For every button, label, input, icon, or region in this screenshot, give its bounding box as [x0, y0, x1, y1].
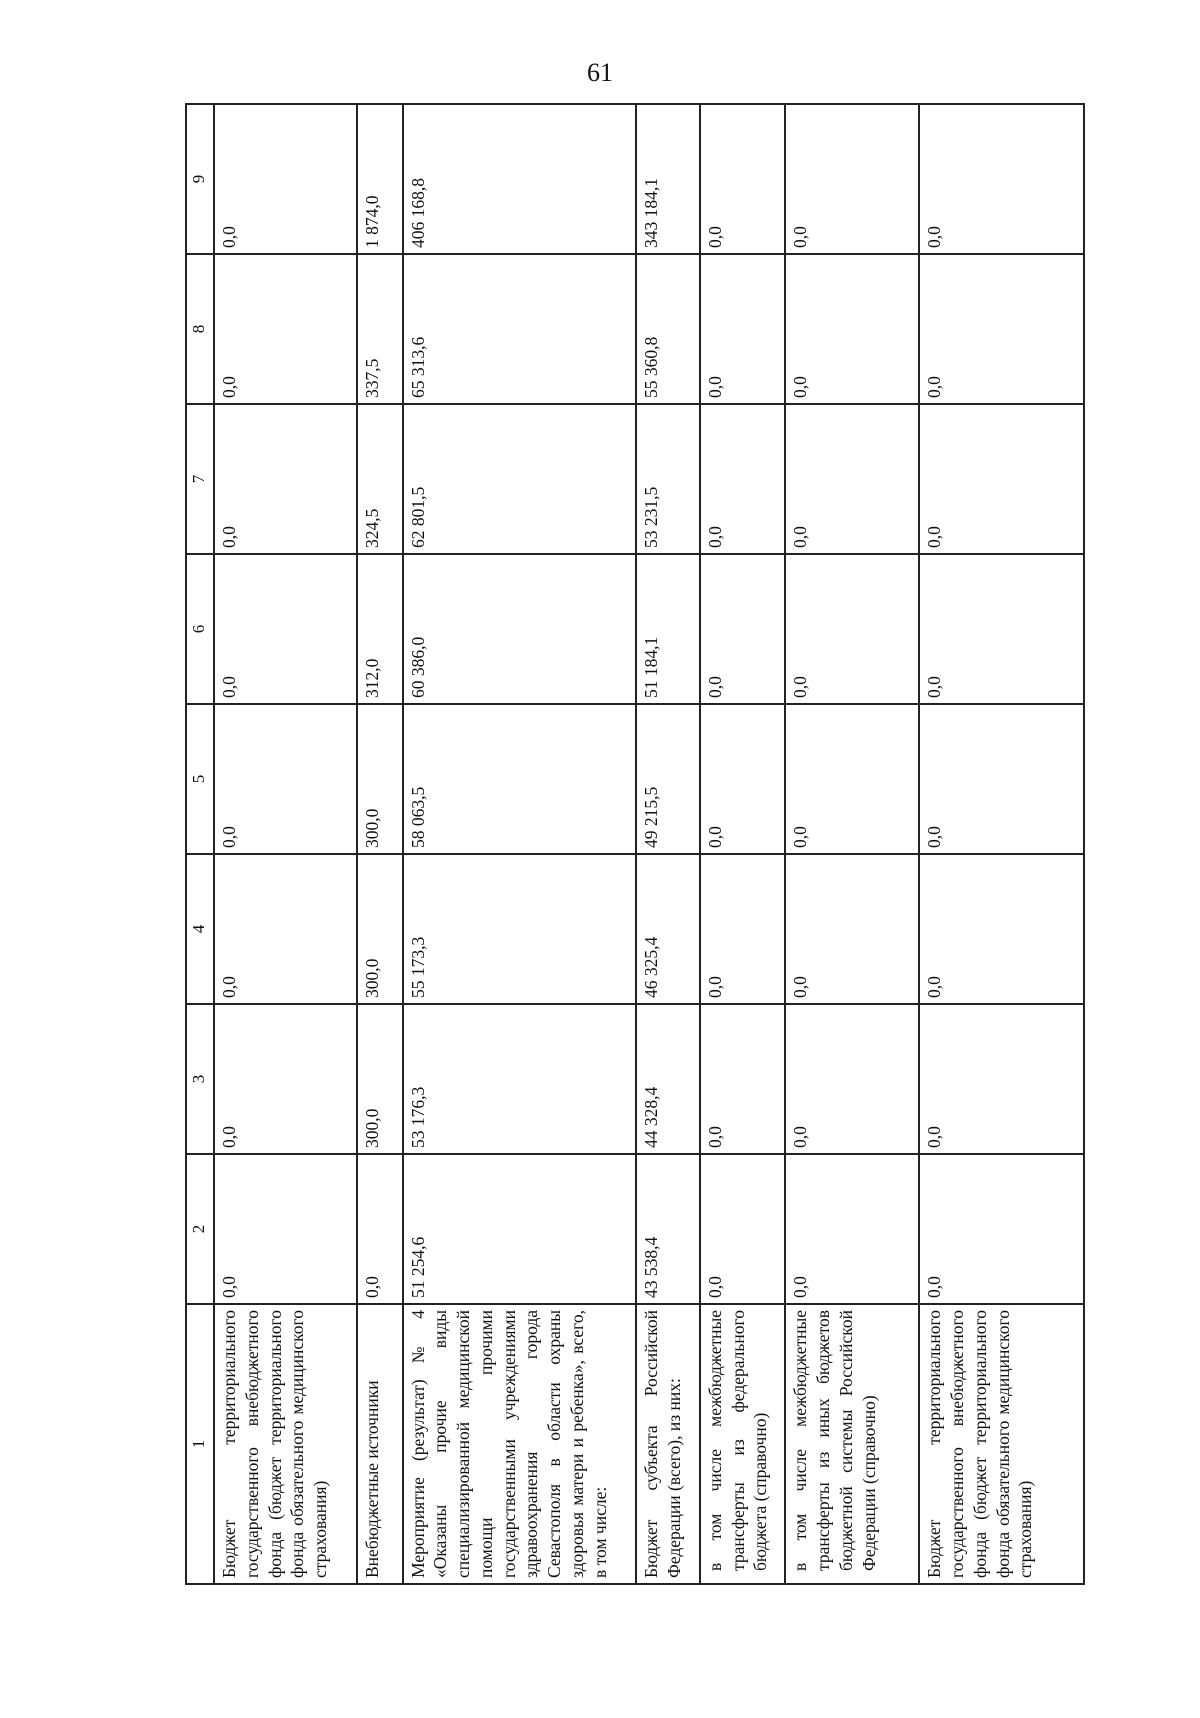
table-cell: 312,0 — [357, 554, 403, 704]
table-row — [785, 104, 919, 1584]
table-cell: 343 184,1 — [636, 104, 700, 254]
table-cell: 51 254,6 — [403, 1154, 636, 1304]
table-row — [403, 104, 636, 1584]
table-cell: 49 215,5 — [636, 704, 700, 854]
column-header: 2 — [186, 1154, 214, 1304]
row-label: в том числе межбюджетные трансферты из иных бюджетов бюджетной системы Российской Федерации (справочно) — [785, 1304, 919, 1584]
table-cell: 0,0 — [214, 404, 357, 554]
table-cell: 0,0 — [357, 1154, 403, 1304]
row-label: в том числе межбюджетные трансферты из федерального бюджета (справочно) — [700, 1304, 786, 1584]
table-cell: 46 325,4 — [636, 854, 700, 1004]
table-cell: 0,0 — [919, 1004, 1084, 1154]
column-header: 7 — [186, 404, 214, 554]
table-cell: 0,0 — [700, 104, 786, 254]
table-cell: 0,0 — [919, 554, 1084, 704]
row-label: Внебюджетные источники — [357, 1304, 403, 1584]
table-cell: 0,0 — [214, 704, 357, 854]
table-cell: 337,5 — [357, 254, 403, 404]
page-number: 61 — [587, 58, 613, 87]
column-header: 3 — [186, 1004, 214, 1154]
table-cell: 0,0 — [785, 1154, 919, 1304]
row-label: Бюджет территориального государственного внебюджетного фонда (бюджет территориального фонда обязательного медицинского страхования) — [214, 1304, 357, 1584]
table-cell: 0,0 — [785, 104, 919, 254]
table-cell: 0,0 — [214, 1154, 357, 1304]
table-cell: 43 538,4 — [636, 1154, 700, 1304]
table-cell: 0,0 — [214, 254, 357, 404]
column-header: 9 — [186, 104, 214, 254]
table-cell: 55 360,8 — [636, 254, 700, 404]
table-cell: 0,0 — [214, 854, 357, 1004]
table-cell: 0,0 — [785, 404, 919, 554]
table-cell: 60 386,0 — [403, 554, 636, 704]
row-label: Бюджет территориального государственного внебюджетного фонда (бюджет территориального фонда обязательного медицинского страхования) — [919, 1304, 1084, 1584]
table-cell: 300,0 — [357, 1004, 403, 1154]
table-row — [700, 104, 786, 1584]
column-header: 4 — [186, 854, 214, 1004]
table-cell: 0,0 — [919, 104, 1084, 254]
table-row — [919, 104, 1084, 1584]
table-cell: 0,0 — [700, 554, 786, 704]
table-cell: 324,5 — [357, 404, 403, 554]
table-cell: 0,0 — [214, 104, 357, 254]
table-cell: 0,0 — [700, 254, 786, 404]
table-cell: 0,0 — [700, 704, 786, 854]
table-cell: 0,0 — [919, 254, 1084, 404]
row-label: Бюджет субъекта Российской Федерации (всего), из них: — [636, 1304, 700, 1584]
table-cell: 0,0 — [700, 1154, 786, 1304]
table-cell: 53 231,5 — [636, 404, 700, 554]
table-cell: 51 184,1 — [636, 554, 700, 704]
table-row — [636, 104, 700, 1584]
table-cell: 0,0 — [919, 1154, 1084, 1304]
column-header: 5 — [186, 704, 214, 854]
table-cell: 44 328,4 — [636, 1004, 700, 1154]
column-header: 6 — [186, 554, 214, 704]
table-cell: 0,0 — [919, 704, 1084, 854]
table-cell: 0,0 — [785, 704, 919, 854]
table-cell: 58 063,5 — [403, 704, 636, 854]
column-header: 8 — [186, 254, 214, 404]
table-cell: 53 176,3 — [403, 1004, 636, 1154]
table-cell: 0,0 — [700, 854, 786, 1004]
table-cell: 0,0 — [919, 404, 1084, 554]
table-cell: 0,0 — [785, 1004, 919, 1154]
table-cell: 0,0 — [700, 404, 786, 554]
header-row — [186, 104, 214, 1584]
table-cell: 0,0 — [214, 554, 357, 704]
table-cell: 1 874,0 — [357, 104, 403, 254]
row-label: Мероприятие (результат) № 4 «Оказаны прочие виды специализированной медицинской помощи прочими государственными учреждениями здравоохранения города Севастополя в области охраны здоровья матери и ребенка», всего, в том числе: — [403, 1304, 636, 1584]
table-cell: 0,0 — [214, 1004, 357, 1154]
column-header: 1 — [186, 1304, 214, 1584]
rotated-table-container — [185, 105, 1085, 1585]
table-row — [357, 104, 403, 1584]
table-cell: 406 168,8 — [403, 104, 636, 254]
table-cell: 300,0 — [357, 704, 403, 854]
table-cell: 0,0 — [785, 854, 919, 1004]
table-cell: 300,0 — [357, 854, 403, 1004]
table-cell: 65 313,6 — [403, 254, 636, 404]
table-row — [214, 104, 357, 1584]
budget-table — [185, 103, 1085, 1585]
table-cell: 0,0 — [919, 854, 1084, 1004]
table-cell: 0,0 — [785, 554, 919, 704]
table-cell: 0,0 — [700, 1004, 786, 1154]
table-cell: 62 801,5 — [403, 404, 636, 554]
table-cell: 55 173,3 — [403, 854, 636, 1004]
table-cell: 0,0 — [785, 254, 919, 404]
